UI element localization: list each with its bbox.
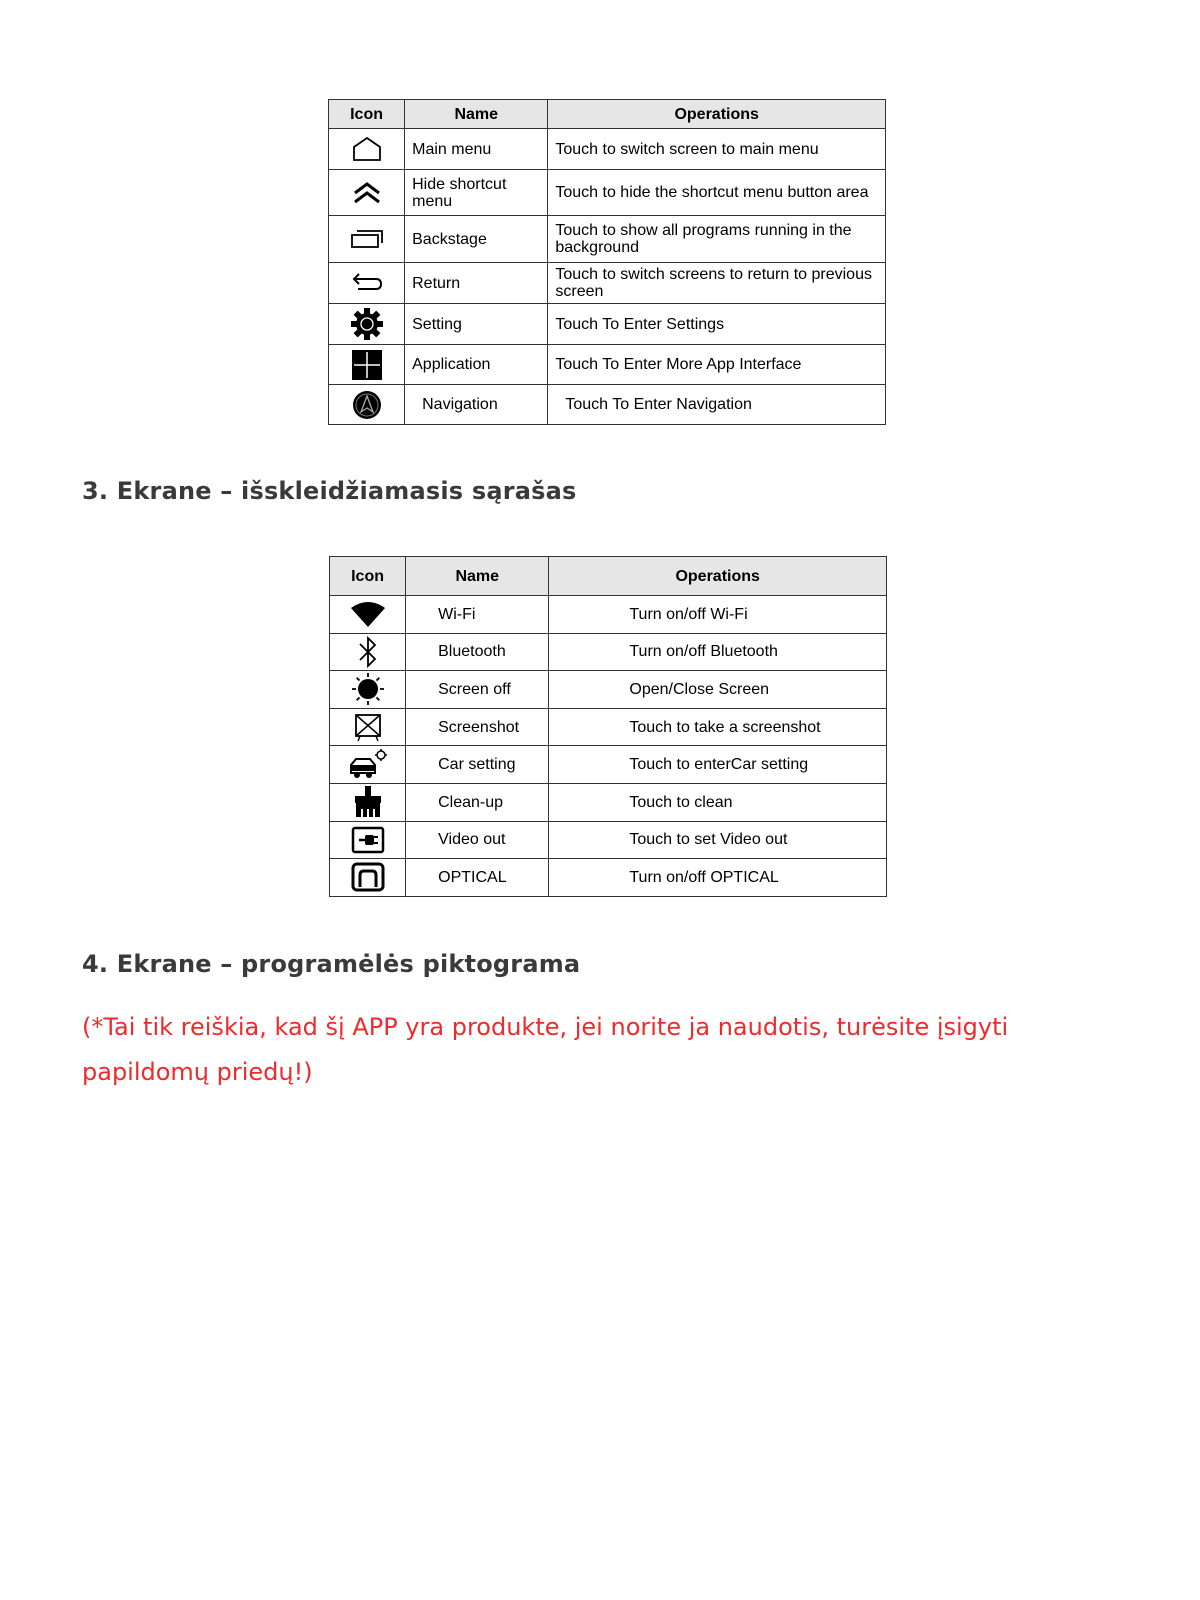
operation-cell: Touch to hide the shortcut menu button area	[548, 170, 886, 216]
name-cell: OPTICAL	[406, 859, 549, 897]
operation-cell: Touch to switch screen to main menu	[548, 129, 886, 170]
header-operations: Operations	[548, 100, 886, 129]
name-cell: Video out	[406, 821, 549, 859]
icon-cell	[330, 746, 406, 784]
table-header-row	[329, 100, 886, 129]
table-row	[330, 671, 887, 709]
icon-cell	[330, 708, 406, 746]
table-row	[329, 385, 886, 425]
car-gear-icon	[348, 748, 388, 782]
header-operations: Operations	[549, 557, 887, 596]
gear-icon	[350, 307, 384, 341]
table-row	[330, 821, 887, 859]
section-heading: 3. Ekrane – išskleidžiamasis sąrašas	[82, 477, 577, 505]
name-cell: Application	[405, 345, 548, 385]
icon-cell	[330, 671, 406, 709]
stacked-windows-icon	[350, 226, 384, 252]
name-cell: Screen off	[406, 671, 549, 709]
table-row	[329, 170, 886, 216]
table-row	[330, 596, 887, 634]
red-note: (*Tai tik reiškia, kad šį APP yra produkte, jei norite ja naudotis, turėsite įsigyti papildomų priedų!)	[82, 1013, 1009, 1086]
operation-cell: Touch To Enter More App Interface	[548, 345, 886, 385]
table-header-row	[330, 557, 887, 596]
name-cell: Hide shortcut menu	[405, 170, 548, 216]
icon-cell	[330, 783, 406, 821]
operation-cell: Touch to enterCar setting	[549, 746, 887, 784]
table-row	[329, 263, 886, 304]
table-row	[330, 783, 887, 821]
operation-cell: Open/Close Screen	[549, 671, 887, 709]
icon-cell	[330, 821, 406, 859]
operation-cell: Turn on/off OPTICAL	[549, 859, 887, 897]
table-row	[330, 708, 887, 746]
section-heading: 4. Ekrane – programėlės piktograma	[82, 950, 581, 978]
app-grid-icon	[351, 349, 383, 381]
optical-icon	[351, 862, 385, 892]
icon-cell	[329, 345, 405, 385]
screenshot-icon	[352, 712, 384, 742]
operation-cell: Touch to take a screenshot	[549, 708, 887, 746]
shortcut-icons-table	[328, 99, 886, 425]
operation-cell: Turn on/off Wi-Fi	[549, 596, 887, 634]
icon-cell	[329, 385, 405, 425]
navigation-compass-icon	[351, 389, 383, 421]
name-cell: Setting	[405, 304, 548, 345]
name-cell: Screenshot	[406, 708, 549, 746]
operation-cell: Touch To Enter Navigation	[548, 385, 886, 425]
icon-cell	[329, 216, 405, 263]
name-cell: Main menu	[405, 129, 548, 170]
name-cell: Clean-up	[406, 783, 549, 821]
header-name: Name	[406, 557, 549, 596]
operation-cell: Touch to switch screens to return to previous screen	[548, 263, 886, 304]
name-cell: Navigation	[405, 385, 548, 425]
table-row	[330, 633, 887, 671]
home-outline-icon	[351, 135, 383, 163]
icon-cell	[329, 129, 405, 170]
table-row	[329, 345, 886, 385]
name-cell: Car setting	[406, 746, 549, 784]
operation-cell: Touch to show all programs running in the background	[548, 216, 886, 263]
header-icon: Icon	[330, 557, 406, 596]
operation-cell: Turn on/off Bluetooth	[549, 633, 887, 671]
icon-cell	[329, 170, 405, 216]
header-icon: Icon	[329, 100, 405, 129]
operation-cell: Touch to clean	[549, 783, 887, 821]
icon-cell	[329, 263, 405, 304]
operation-cell: Touch to set Video out	[549, 821, 887, 859]
name-cell: Return	[405, 263, 548, 304]
icon-cell	[330, 633, 406, 671]
dropdown-icons-table	[329, 556, 887, 897]
name-cell: Backstage	[405, 216, 548, 263]
bluetooth-icon	[355, 635, 381, 669]
table-row	[329, 304, 886, 345]
table-row	[329, 216, 886, 263]
name-cell: Bluetooth	[406, 633, 549, 671]
broom-icon	[352, 785, 384, 819]
operation-cell: Touch To Enter Settings	[548, 304, 886, 345]
double-chevron-up-icon	[351, 179, 383, 207]
sun-icon	[351, 672, 385, 706]
return-arrow-icon	[350, 271, 384, 295]
wifi-icon	[350, 600, 386, 628]
video-out-icon	[351, 826, 385, 854]
icon-cell	[329, 304, 405, 345]
header-name: Name	[405, 100, 548, 129]
table-row	[329, 129, 886, 170]
table-row	[330, 859, 887, 897]
icon-cell	[330, 859, 406, 897]
icon-cell	[330, 596, 406, 634]
table-row	[330, 746, 887, 784]
name-cell: Wi-Fi	[406, 596, 549, 634]
